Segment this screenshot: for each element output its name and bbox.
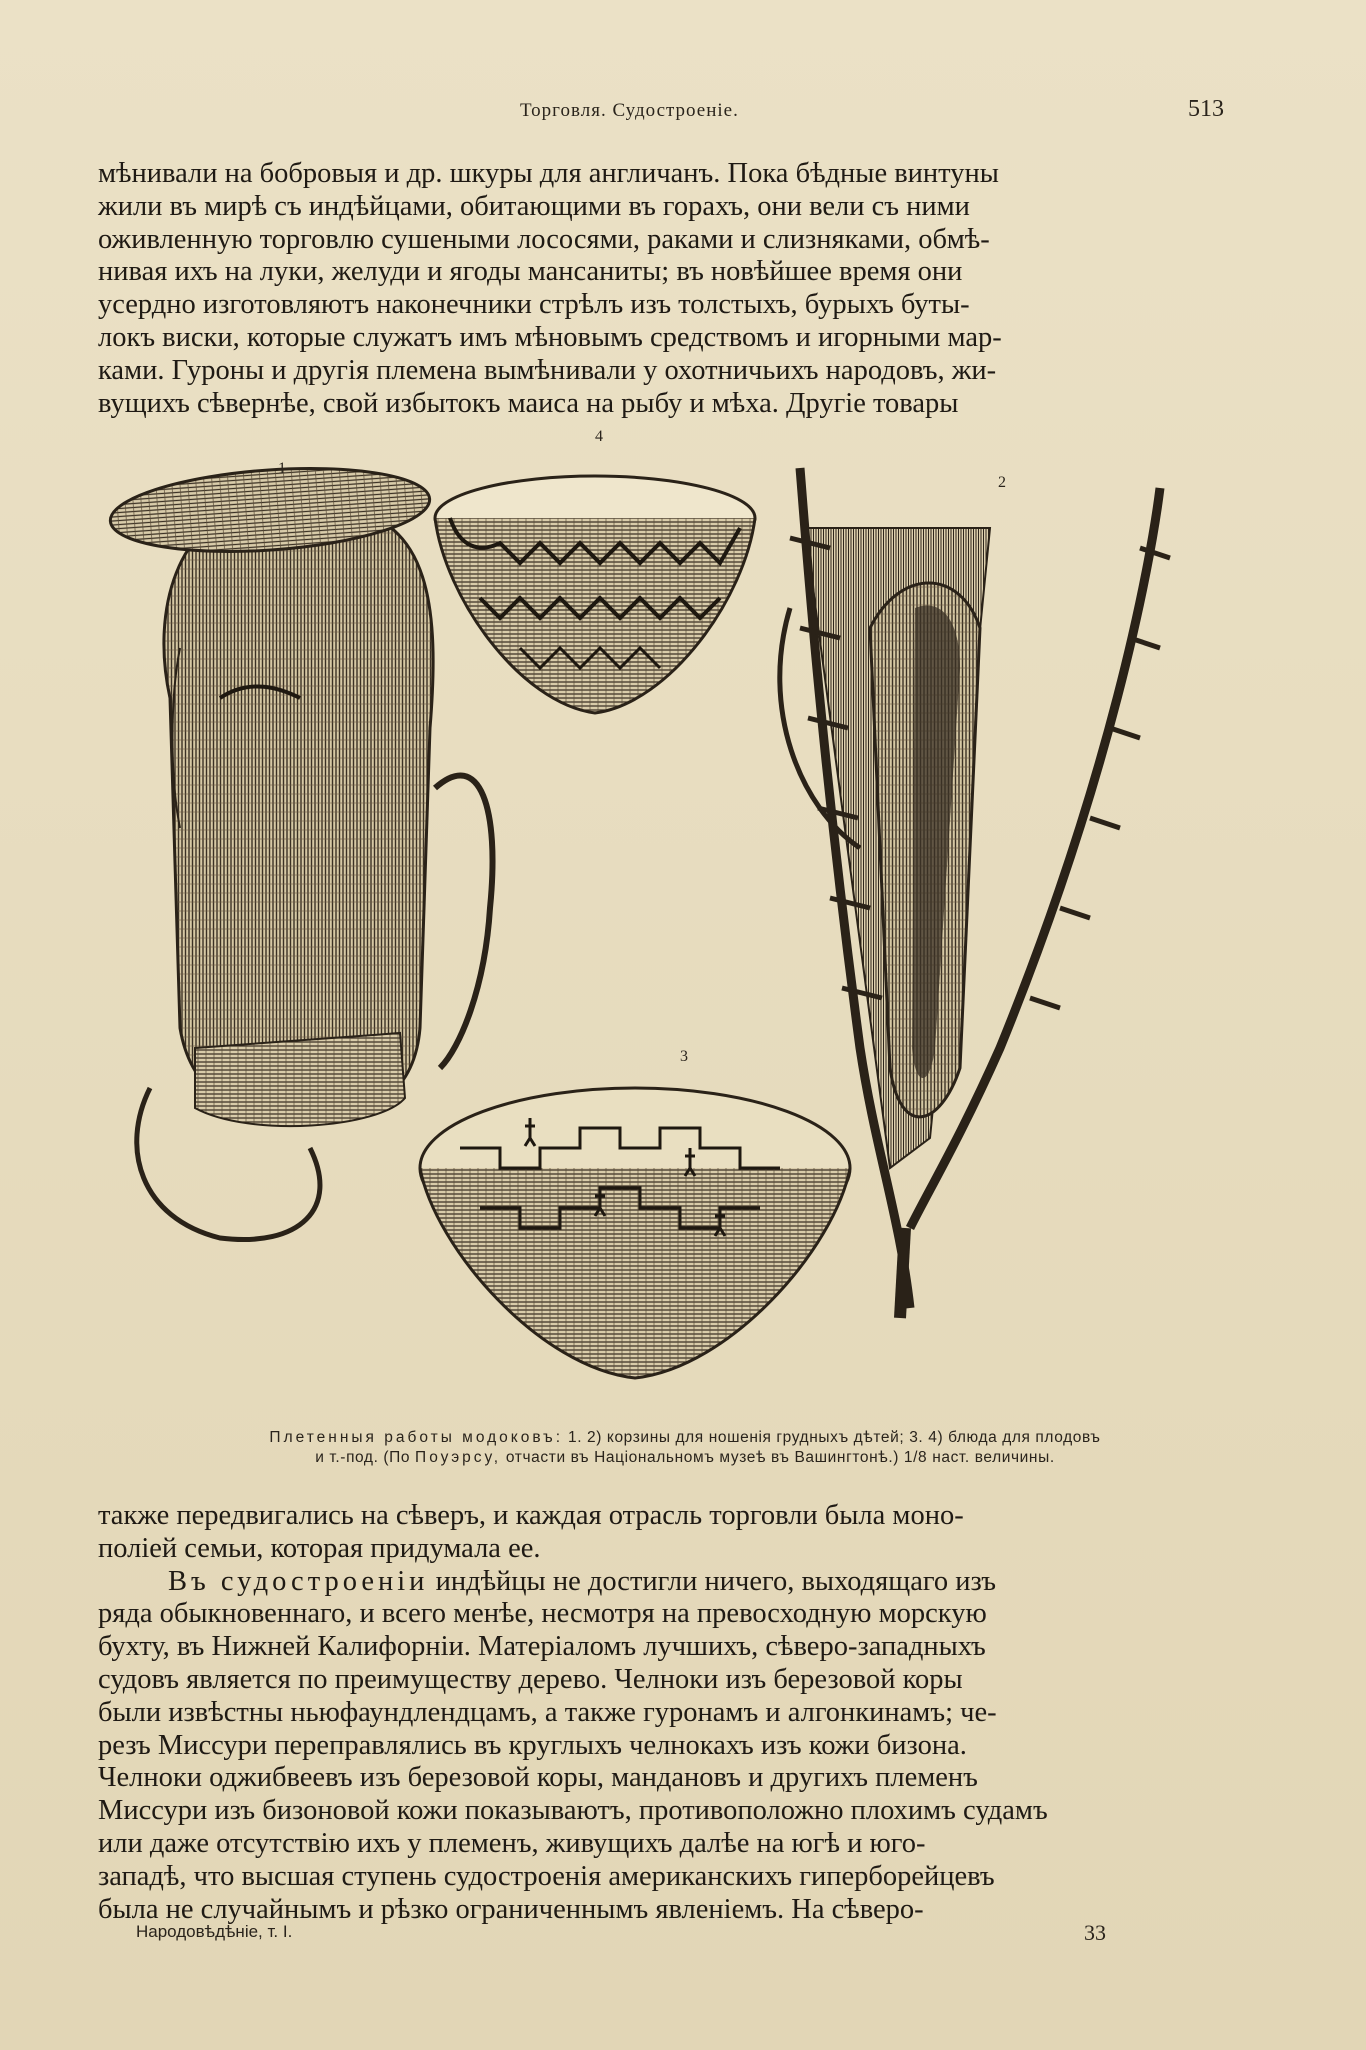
page-footer — [0, 1922, 1366, 1952]
running-head-title: Торговля. Судостроеніе. — [520, 100, 739, 121]
paragraph-start — [98, 1566, 1240, 1599]
top-text-block — [98, 158, 1240, 420]
text-line: мѣнивали на бобровыя и др. шкуры для англичанъ. Пока бѣдные винтуны — [98, 158, 999, 189]
caption-text: отчасти въ Національномъ музеѣ въ Вашингтонѣ.) — [505, 1449, 899, 1466]
caption-scale: 1/8 — [903, 1449, 928, 1466]
caption-author: Поуэрсу, — [415, 1449, 501, 1466]
caption-text: наст. величины. — [932, 1449, 1055, 1466]
basketry-illustration — [100, 448, 1270, 1408]
bottom-text-block — [98, 1500, 1240, 1926]
text-line: оживленную торговлю сушеными лососями, раками и слизняками, обмѣ- — [98, 223, 990, 255]
caption-line-1 — [130, 1428, 1240, 1448]
text-line: жили въ мирѣ съ индѣйцами, обитающими въ горахъ, они вели съ ними — [98, 190, 970, 222]
text-line: была не случайнымъ и рѣзко ограниченнымъ явленіемъ. На сѣверо- — [98, 1893, 924, 1925]
running-head — [0, 96, 1366, 136]
text-line: поліей семьи, которая придумала ее. — [98, 1532, 541, 1564]
text-line: вущихъ сѣвернѣе, свой избытокъ маиса на рыбу и мѣха. Другіе товары — [98, 387, 959, 419]
text-line: ками. Гуроны и другія племена вымѣнивали у охотничьихъ народовъ, жи- — [98, 354, 997, 386]
bowl-4 — [435, 476, 755, 713]
footer-signature: Народовѣдѣніе, т. I. — [136, 1922, 293, 1941]
figure-label-1: 1 — [278, 460, 286, 477]
cradle-basket-1 — [108, 459, 493, 1240]
section-keyword: Въ судостроеніи — [168, 1565, 429, 1597]
caption-title: Плетенныя работы модоковъ: — [269, 1429, 564, 1446]
figure-caption — [130, 1428, 1240, 1468]
text-line: локъ виски, которые служатъ имъ мѣновымъ средствомъ и игорными мар- — [98, 321, 1002, 353]
text-line: были извѣстны ньюфаундлендцамъ, а также гуронамъ и алгонкинамъ; че- — [98, 1696, 997, 1728]
text-line: бухту, въ Нижней Калифорніи. Матеріаломъ лучшихъ, сѣверо-западныхъ — [98, 1631, 986, 1663]
page-number: 513 — [1188, 96, 1224, 122]
text-line: усердно изготовляютъ наконечники стрѣлъ изъ толстыхъ, бурыхъ буты- — [98, 289, 970, 321]
text-line: индѣйцы не достигли ничего, выходящаго изъ — [428, 1565, 996, 1597]
caption-text: и т.-под. (По — [315, 1449, 411, 1466]
text-line: также передвигались на сѣверъ, и каждая отрасль торговли была моно- — [98, 1500, 964, 1531]
figure-label-2: 2 — [998, 474, 1006, 491]
text-line: западѣ, что высшая ступень судостроенія американскихъ гиперборейцевъ — [98, 1860, 995, 1892]
caption-line-2 — [130, 1448, 1240, 1468]
text-line: нивая ихъ на луки, желуди и ягоды мансаниты; въ новѣйшее время они — [98, 256, 963, 288]
text-line: резъ Миссури переправлялись въ круглыхъ челнокахъ изъ кожи бизона. — [98, 1729, 967, 1761]
sheet-number: 33 — [1084, 1920, 1106, 1945]
basketry-figure — [100, 428, 1270, 1408]
text-line: или даже отсутствію ихъ у племенъ, живущихъ далѣе на югѣ и юго- — [98, 1827, 926, 1859]
text-line: Челноки оджибвеевъ изъ березовой коры, мандановъ и другихъ племенъ — [98, 1762, 978, 1794]
text-line: Миссури изъ бизоновой кожи показываютъ, противоположно плохимъ судамъ — [98, 1795, 1048, 1827]
caption-text: 1. 2) корзины для ношенія грудныхъ дѣтей; 3. 4) блюда для плодовъ — [567, 1429, 1101, 1446]
bowl-3 — [420, 1088, 850, 1378]
text-line: судовъ является по преимуществу дерево. Челноки изъ березовой коры — [98, 1663, 963, 1695]
figure-label-3: 3 — [680, 1048, 688, 1065]
figure-label-4: 4 — [595, 428, 603, 445]
text-line: ряда обыкновеннаго, и всего менѣе, несмотря на превосходную морскую — [98, 1598, 987, 1630]
